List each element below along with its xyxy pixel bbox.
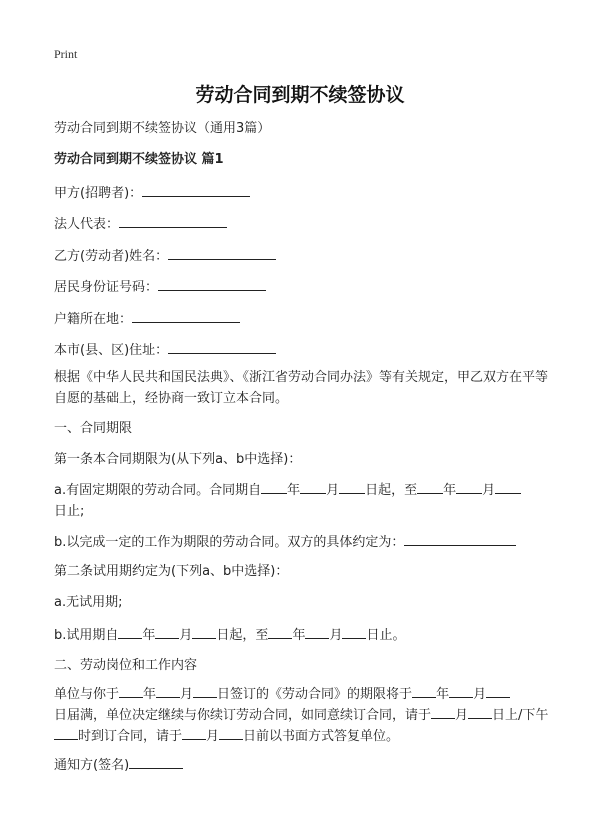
probation-year-blank[interactable] (118, 625, 142, 639)
option-a-end-day-blank[interactable] (495, 480, 521, 494)
month-label: 月 (180, 687, 194, 702)
year-label: 年 (443, 483, 457, 498)
notice-deadline-day-blank[interactable] (219, 726, 243, 740)
month-label: 月 (206, 729, 220, 744)
notice-reply-month-blank[interactable] (431, 705, 455, 719)
option-a-end-month-blank[interactable] (456, 480, 482, 494)
intro-paragraph: 根据《中华人民共和国民法典》、《浙江省劳动合同办法》等有关规定，甲乙双方在平等自愿的基础上，经协商一致订立本合同。 (54, 370, 549, 406)
notice-end-month-blank[interactable] (449, 684, 473, 698)
option-a-end-year-blank[interactable] (417, 480, 443, 494)
field-id-number (54, 277, 266, 297)
heading-job-content: 二、劳动岗位和工作内容 (54, 658, 198, 673)
article-2: 第二条试用期约定为(下列a、b中选择)： (54, 564, 289, 579)
month-label: 月 (482, 483, 496, 498)
field-party-a (54, 183, 250, 203)
notice-text-3: 日届满，单位决定继续与你续订劳动合同，如同意续订合同，请于 (54, 708, 432, 723)
signature-label: 通知方(签名) (54, 758, 130, 773)
probation-a: a.无试用期; (54, 595, 123, 610)
notice-deadline-month-blank[interactable] (182, 726, 206, 740)
party-a-blank[interactable] (142, 183, 250, 197)
day-from-label: 日起，至 (216, 628, 269, 643)
notice-reply-day-blank[interactable] (468, 705, 492, 719)
notice-paragraph (54, 684, 552, 747)
probation-end-year-blank[interactable] (268, 625, 292, 639)
notice-text-1: 单位与你于 (54, 687, 120, 702)
year-label: 年 (436, 687, 450, 702)
probation-day-blank[interactable] (192, 625, 216, 639)
id-number-blank[interactable] (158, 277, 266, 291)
signature-blank[interactable] (129, 755, 183, 769)
notice-day-blank[interactable] (193, 684, 217, 698)
field-id-number-label: 居民身份证号码： (54, 280, 159, 295)
field-household (54, 309, 240, 329)
field-party-a-label: 甲方(招聘者)： (54, 186, 143, 201)
option-b-text: b.以完成一定的工作为期限的劳动合同。双方的具体约定为： (54, 535, 405, 550)
notice-end-day-blank[interactable] (486, 684, 510, 698)
notice-month-blank[interactable] (156, 684, 180, 698)
option-a-text: a.有固定期限的劳动合同。合同期自 (54, 483, 262, 498)
notice-hour-blank[interactable] (54, 726, 78, 740)
option-b-blank[interactable] (404, 532, 516, 546)
field-legal-rep (54, 214, 227, 234)
address-blank[interactable] (168, 340, 276, 354)
party-b-blank[interactable] (168, 246, 276, 260)
month-label: 月 (455, 708, 469, 723)
probation-month-blank[interactable] (155, 625, 179, 639)
heading-contract-term: 一、合同期限 (54, 421, 133, 436)
month-label: 月 (179, 628, 193, 643)
field-address-label: 本市(县、区)住址： (54, 343, 169, 358)
option-a-year-blank[interactable] (261, 480, 287, 494)
notice-text-4: 日上/下午 (492, 708, 549, 723)
print-label: Print (54, 47, 78, 61)
notice-text-5: 时到订合同，请于 (78, 729, 183, 744)
signature-line (54, 755, 183, 775)
probation-end-day-blank[interactable] (342, 625, 366, 639)
household-blank[interactable] (132, 309, 240, 323)
notice-text-6: 日前以书面方式答复单位。 (243, 729, 400, 744)
legal-rep-blank[interactable] (119, 214, 227, 228)
year-label: 年 (287, 483, 301, 498)
option-a-month-blank[interactable] (300, 480, 326, 494)
probation-b-paragraph (54, 625, 405, 645)
field-party-b-label: 乙方(劳动者)姓名： (54, 249, 169, 264)
option-b-paragraph (54, 532, 516, 552)
notice-year-blank[interactable] (119, 684, 143, 698)
field-address (54, 340, 276, 360)
document-subtitle: 劳动合同到期不续签协议（通用3篇） (54, 121, 271, 136)
year-label: 年 (143, 687, 157, 702)
notice-text-2: 日签订的《劳动合同》的期限将于 (217, 687, 413, 702)
day-from-label: 日起，至 (365, 483, 418, 498)
year-label: 年 (142, 628, 156, 643)
month-label: 月 (329, 628, 343, 643)
section-title: 劳动合同到期不续签协议 篇1 (54, 152, 224, 167)
article-1: 第一条本合同期限为(从下列a、b中选择)： (54, 452, 302, 467)
month-label: 月 (326, 483, 340, 498)
document-title: 劳动合同到期不续签协议 (195, 84, 405, 106)
probation-end-month-blank[interactable] (305, 625, 329, 639)
field-party-b (54, 246, 276, 266)
probation-b-text: b.试用期自 (54, 628, 119, 643)
field-legal-rep-label: 法人代表： (54, 217, 120, 232)
day-to-label: 日止。 (366, 628, 406, 643)
notice-end-year-blank[interactable] (412, 684, 436, 698)
year-label: 年 (292, 628, 306, 643)
option-a-paragraph (54, 480, 552, 522)
day-to-label: 日止; (54, 504, 85, 519)
field-household-label: 户籍所在地： (54, 312, 133, 327)
month-label: 月 (473, 687, 487, 702)
option-a-day-blank[interactable] (339, 480, 365, 494)
